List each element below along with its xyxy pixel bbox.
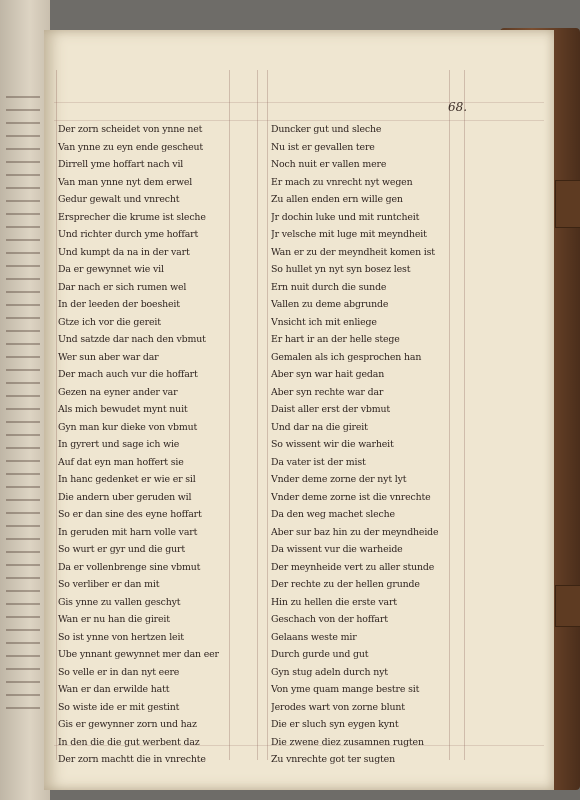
verse-line: Gis ynne zu vallen geschyt — [58, 596, 181, 608]
verse-line: So er dan sine des eyne hoffart — [58, 509, 202, 520]
verse-line: Als mich bewudet mynt nuit — [58, 404, 188, 415]
verse-line: So hullet yn nyt syn bosez lest — [271, 264, 411, 275]
verse-line: In gyrert und sage ich wie — [58, 439, 180, 450]
verse-line: Zu allen enden ern wille gen — [271, 194, 403, 205]
verse-line: Van man ynne nyt dem erwel — [58, 176, 193, 188]
verse-line: Und kumpt da na in der vart — [58, 246, 190, 258]
verse-line: So ist ynne von hertzen leit — [58, 631, 184, 643]
verse-line: Noch nuit er vallen mere — [271, 159, 387, 170]
verse-line: Durch gurde und gut — [271, 649, 369, 660]
verse-line: In geruden mit harn volle vart — [58, 526, 198, 538]
verse-line: Dirrell yme hoffart nach vil — [58, 159, 184, 170]
verse-line: Wan er zu der meyndheit komen ist — [271, 246, 435, 258]
verse-line: Der mach auch vur die hoffart — [58, 369, 198, 380]
verse-line: Gezen na eyner ander var — [58, 386, 178, 398]
verse-line: Die er sluch syn eygen kynt — [271, 719, 399, 730]
verse-line: Der zorn scheidet von ynne net — [58, 124, 203, 135]
verse-line: Er mach zu vnrecht nyt wegen — [271, 176, 413, 188]
verse-line: Gyn man kur dieke von vbmut — [58, 421, 198, 433]
verse-line: Auf dat eyn man hoffert sie — [58, 456, 184, 468]
verse-line: Und richter durch yme hoffart — [58, 229, 199, 240]
verse-line: So wissent wir die warheit — [271, 439, 394, 450]
verse-line: So wiste ide er mit gestint — [58, 701, 180, 713]
verse-line: Die andern uber geruden wil — [58, 491, 192, 503]
verse-line: Gemalen als ich gesprochen han — [271, 351, 422, 363]
verse-line: Der rechte zu der hellen grunde — [271, 579, 420, 590]
verse-line: Der meynheide vert zu aller stunde — [271, 561, 435, 573]
verse-line: Aber sur baz hin zu der meyndheide — [271, 526, 439, 538]
clasp-strap — [555, 180, 580, 228]
verse-line: So velle er in dan nyt eere — [58, 666, 180, 678]
verse-line: Aber syn war hait gedan — [271, 369, 385, 380]
verse-line: Nu ist er gevallen tere — [271, 141, 375, 153]
verse-line: Dar nach er sich rumen wel — [58, 281, 187, 293]
verse-line: Da vater ist der mist — [271, 456, 366, 468]
verse-line: Vnder deme zorne ist die vnrechte — [271, 491, 431, 503]
text-column-right — [271, 121, 481, 769]
verse-line: Er hart ir an der helle stege — [271, 334, 400, 345]
ruling-line — [56, 70, 57, 760]
verse-line: Ersprecher die krume ist sleche — [58, 211, 206, 223]
verse-line: Ube ynnant gewynnet mer dan eer — [58, 649, 219, 660]
facing-page-text — [6, 90, 40, 710]
verse-line: Da den weg machet sleche — [271, 509, 395, 520]
verse-line: Ern nuit durch die sunde — [271, 281, 387, 293]
verse-line: Jr dochin luke und mit runtcheit — [271, 211, 420, 223]
verse-line: Hin zu hellen die erste vart — [271, 596, 397, 608]
verse-line: Und satzde dar nach den vbmut — [58, 334, 206, 345]
verse-line: In den die die gut werbent daz — [58, 736, 200, 748]
verse-line: Gedur gewalt und vnrecht — [58, 194, 180, 205]
verse-line: Gtze ich vor die gereit — [58, 316, 161, 328]
verse-line: Gyn stug adeln durch nyt — [271, 666, 388, 678]
folio-number: 68. — [448, 100, 468, 114]
verse-line: So verliber er dan mit — [58, 579, 160, 590]
verse-line: Da er gewynnet wie vil — [58, 264, 164, 275]
verse-line: Duncker gut und sleche — [271, 124, 382, 135]
verse-line: Zu vnrechte got ter sugten — [271, 754, 395, 765]
verse-line: Da wissent vur die warheide — [271, 544, 403, 555]
verse-line: Da er vollenbrenge sine vbmut — [58, 561, 201, 573]
verse-line: Vnder deme zorne der nyt lyt — [271, 474, 407, 485]
clasp-strap — [555, 585, 580, 627]
verse-line: Jerodes wart von zorne blunt — [271, 701, 405, 713]
verse-line: In der leeden der boesheit — [58, 299, 180, 310]
verse-line: Der zorn machtt die in vnrechte — [58, 754, 206, 765]
verse-line: Geschach von der hoffart — [271, 614, 388, 625]
verse-line: Gis er gewynner zorn und haz — [58, 719, 197, 730]
verse-line: Gelaans weste mir — [271, 631, 357, 643]
ruling-line — [54, 102, 544, 103]
facing-page — [0, 0, 50, 800]
verse-line: Daist aller erst der vbmut — [271, 404, 390, 415]
verse-line: Wan er dan erwilde hatt — [58, 684, 170, 695]
verse-line: Von yme quam mange bestre sit — [271, 684, 420, 695]
verse-line: Aber syn rechte war dar — [271, 386, 384, 398]
verse-line: In hanc gedenket er wie er sil — [58, 474, 196, 485]
verse-line: Jr velsche mit luge mit meyndheit — [271, 229, 427, 240]
verse-line: Die zwene diez zusamnen rugten — [271, 736, 424, 748]
verse-line: Wer sun aber war dar — [58, 351, 159, 363]
verse-line: So wurt er gyr und die gurt — [58, 544, 185, 555]
verse-line: Wan er nu han die gireit — [58, 614, 170, 625]
verse-line: Van ynne zu eyn ende gescheut — [58, 141, 204, 153]
verse-line: Vallen zu deme abgrunde — [271, 299, 389, 310]
text-column-left — [58, 121, 268, 769]
verse-line: Vnsicht ich mit enliege — [271, 316, 377, 328]
verse-line: Und dar na die gireit — [271, 421, 368, 433]
